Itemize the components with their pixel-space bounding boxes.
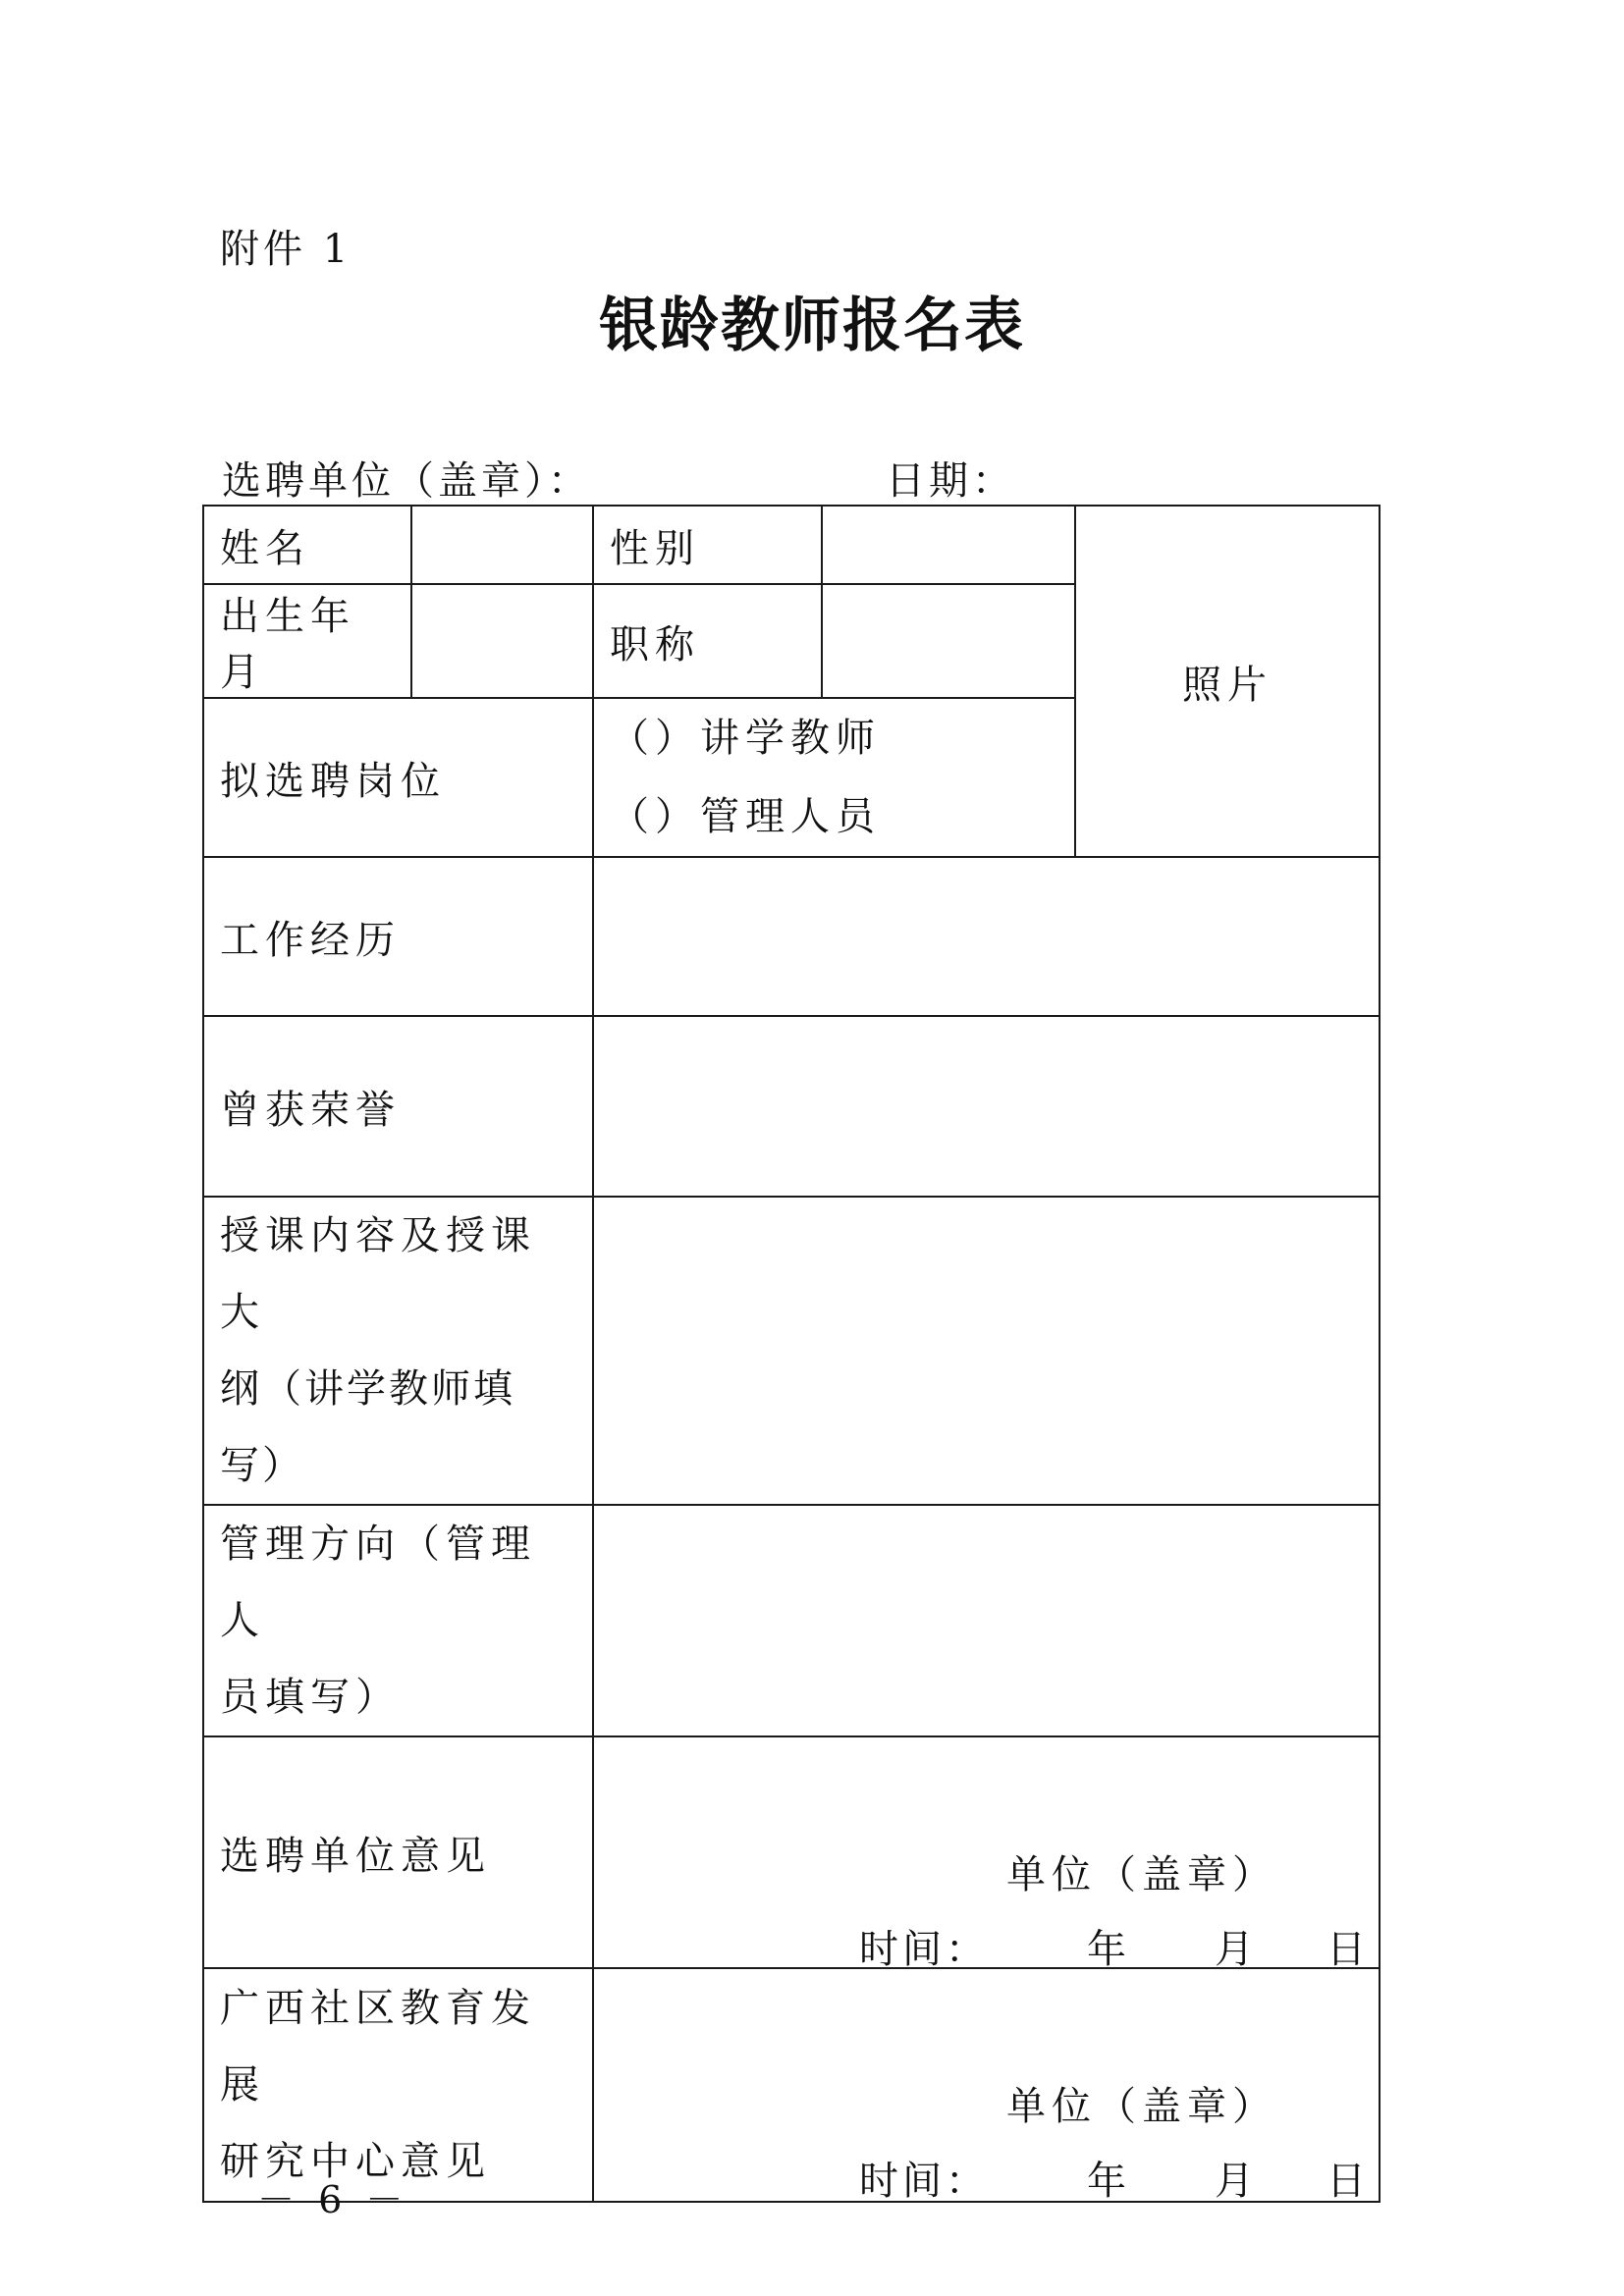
year-label: 年 xyxy=(1087,1927,1130,1968)
attachment-label: 附件 1 xyxy=(220,227,352,272)
option-lecturer[interactable]: （）讲学教师 xyxy=(610,716,881,761)
time-label: 时间： xyxy=(859,1927,989,1968)
teaching-label-line-1: 授课内容及授课大 xyxy=(220,1213,536,1335)
month-label: 月 xyxy=(1215,1927,1258,1968)
position-label: 拟选聘岗位 xyxy=(203,698,593,857)
time-label: 时间： xyxy=(859,2159,989,2202)
option-manager[interactable]: （）管理人员 xyxy=(610,794,881,839)
teaching-content-label xyxy=(203,1197,593,1505)
job-title-label: 职称 xyxy=(593,584,822,698)
work-experience-field[interactable] xyxy=(593,857,1380,1016)
center-opinion-label xyxy=(203,1968,593,2202)
selecting-unit-label: 选聘单位（盖章）： xyxy=(222,458,591,504)
honors-field[interactable] xyxy=(593,1016,1380,1197)
center-label-line-1: 广西社区教育发展 xyxy=(220,1986,536,2108)
gender-field[interactable] xyxy=(822,506,1075,584)
management-label-line-1: 管理方向（管理人 xyxy=(220,1522,536,1643)
management-direction-field[interactable] xyxy=(593,1505,1380,1736)
job-title-field[interactable] xyxy=(822,584,1075,698)
honors-label: 曾获荣誉 xyxy=(203,1016,593,1197)
month-label: 月 xyxy=(1215,2159,1258,2202)
position-options xyxy=(593,698,1075,857)
unit-seal-text: 单位（盖章） xyxy=(1006,1852,1277,1897)
unit-opinion-field[interactable] xyxy=(593,1736,1380,1968)
gender-label: 性别 xyxy=(593,506,822,584)
photo-label: 照片 xyxy=(1182,662,1272,708)
work-experience-label: 工作经历 xyxy=(203,857,593,1016)
birth-field[interactable] xyxy=(411,584,593,698)
management-label-line-2: 员填写） xyxy=(220,1675,401,1720)
unit-opinion-label: 选聘单位意见 xyxy=(203,1736,593,1968)
name-label: 姓名 xyxy=(203,506,411,584)
center-seal-text: 单位（盖章） xyxy=(1006,2084,1277,2129)
unit-opinion-time xyxy=(859,1918,1370,1968)
name-field[interactable] xyxy=(411,506,593,584)
page-number: － 6 － xyxy=(257,2178,409,2221)
teaching-content-field[interactable] xyxy=(593,1197,1380,1505)
form-title: 银龄教师报名表 xyxy=(599,292,1025,360)
teaching-label-line-2: 纲（讲学教师填写） xyxy=(220,1366,515,1488)
year-label: 年 xyxy=(1087,2159,1130,2202)
center-opinion-field[interactable] xyxy=(593,1968,1380,2202)
date-label: 日期： xyxy=(886,458,1015,504)
center-opinion-time xyxy=(859,2150,1370,2202)
management-direction-label xyxy=(203,1505,593,1736)
registration-table xyxy=(202,505,1380,2203)
photo-box[interactable] xyxy=(1075,506,1380,857)
day-label: 日 xyxy=(1326,2159,1370,2202)
center-label-line-2: 研究中心意见 xyxy=(220,2139,491,2184)
birth-label: 出生年月 xyxy=(203,584,411,698)
day-label: 日 xyxy=(1326,1927,1370,1968)
